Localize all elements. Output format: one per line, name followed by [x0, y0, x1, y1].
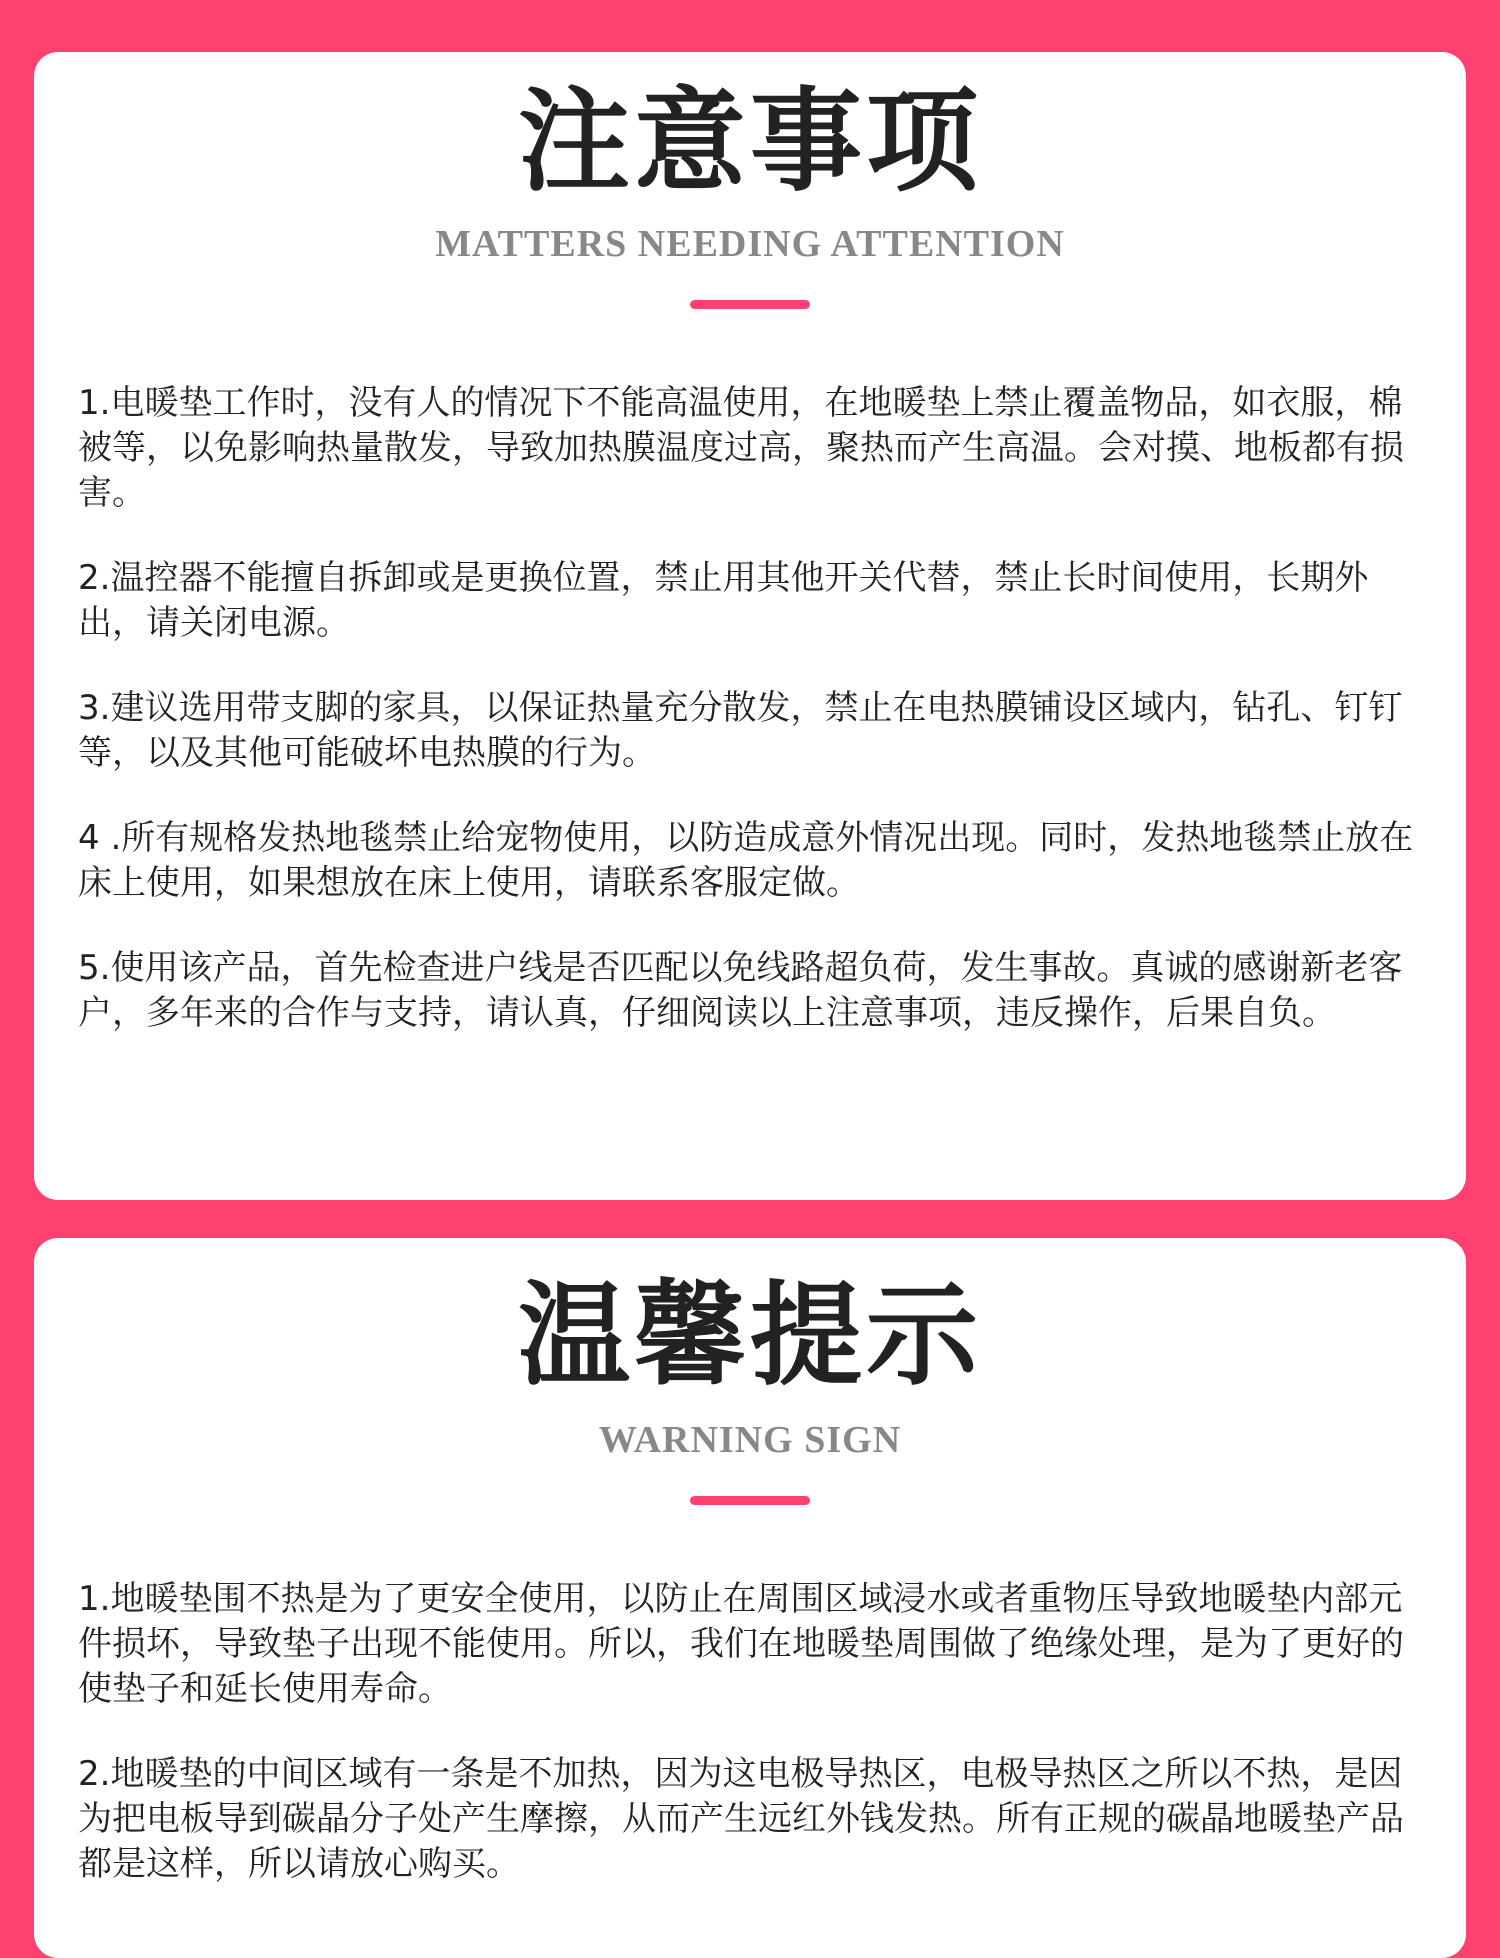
- attention-body: [34, 381, 1466, 1036]
- attention-title: 注意事项: [518, 76, 982, 207]
- attention-paragraph-4: 4 .所有规格发热地毯禁止给宠物使用，以防造成意外情况出现。同时，发热地毯禁止放在床上使用，如果想放在床上使用，请联系客服定做。: [78, 818, 1414, 903]
- warning-paragraph-2: 2.地暖垫的中间区域有一条是不加热，因为这电极导热区，电极导热区之所以不热，是因为把电板导到碳晶分子处产生摩擦，从而产生远红外钱发热。所有正规的碳晶地暖垫产品都是这样，所以请放心购买。: [78, 1754, 1404, 1884]
- warning-title: 温馨提示: [518, 1270, 982, 1401]
- attention-subtitle: MATTERS NEEDING ATTENTION: [435, 223, 1065, 265]
- attention-paragraph-5: 5.使用该产品，首先检查进户线是否匹配以免线路超负荷，发生事故。真诚的感谢新老客户，多年来的合作与支持，请认真，仔细阅读以上注意事项，违反操作，后果自负。: [78, 948, 1403, 1033]
- attention-paragraph-3: 3.建议选用带支脚的家具，以保证热量充分散发，禁止在电热膜铺设区域内，钻孔、钉钉等，以及其他可能破坏电热膜的行为。: [78, 688, 1403, 773]
- warning-paragraph-1: 1.地暖垫围不热是为了更安全使用，以防止在周围区域浸水或者重物压导致地暖垫内部元件损坏，导致垫子出现不能使用。所以，我们在地暖垫周围做了绝缘处理，是为了更好的使垫子和延长使用寿命。: [78, 1579, 1404, 1709]
- attention-paragraph-1: 1.电暖垫工作时，没有人的情况下不能高温使用，在地暖垫上禁止覆盖物品，如衣服，棉被等，以免影响热量散发，导致加热膜温度过高，聚热而产生高温。会对摸、地板都有损害。: [78, 383, 1404, 513]
- warning-card: [34, 1238, 1466, 1958]
- warning-body: [34, 1577, 1466, 1887]
- warning-subtitle: WARNING SIGN: [598, 1419, 902, 1461]
- attention-card: [34, 52, 1466, 1200]
- accent-divider: [690, 300, 810, 309]
- accent-divider: [690, 1496, 810, 1505]
- attention-paragraph-2: 2.温控器不能擅自拆卸或是更换位置，禁止用其他开关代替，禁止长时间使用，长期外出，请关闭电源。: [78, 558, 1369, 643]
